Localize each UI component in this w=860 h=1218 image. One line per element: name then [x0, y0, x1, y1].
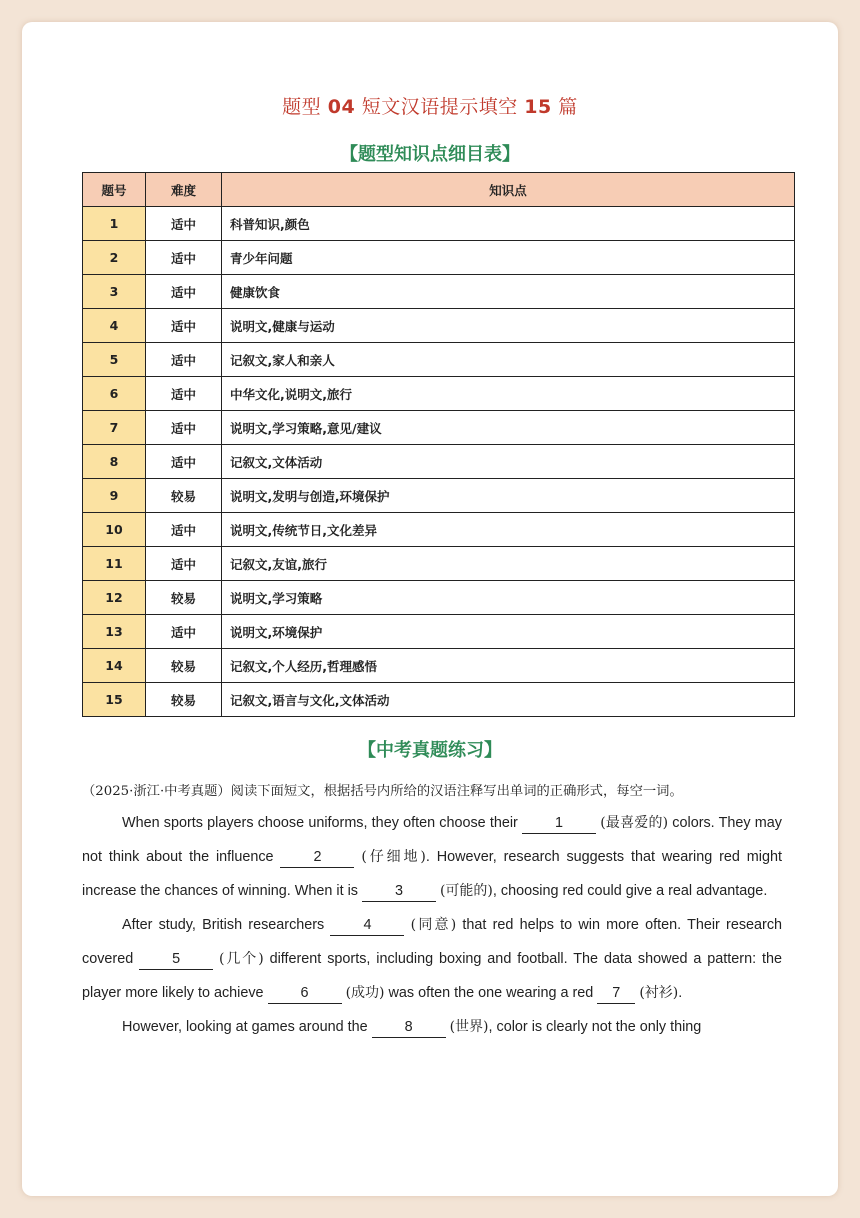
cell-knowledge: 说明文,环境保护 [222, 615, 795, 649]
section-title-exam-practice: 【中考真题练习】 [358, 740, 502, 761]
cell-number: 8 [83, 445, 146, 479]
cell-difficulty: 适中 [146, 275, 222, 309]
cell-difficulty: 适中 [146, 241, 222, 275]
cell-difficulty: 适中 [146, 411, 222, 445]
cell-difficulty: 适中 [146, 513, 222, 547]
table-row [83, 683, 795, 717]
hint-3: (可能的) [439, 883, 493, 899]
blank-8[interactable]: 8 [372, 1017, 446, 1038]
cell-knowledge: 青少年问题 [222, 241, 795, 275]
cell-number: 10 [83, 513, 146, 547]
cell-difficulty: 较易 [146, 649, 222, 683]
hint-7: (衬衫) [639, 985, 679, 1001]
paragraph-3: However, looking at games around the 8 (世界), color is clearly not the only thing [82, 1010, 782, 1044]
blank-2[interactable]: 2 [280, 847, 354, 868]
header-difficulty: 难度 [146, 173, 222, 207]
cell-knowledge: 说明文,发明与创造,环境保护 [222, 479, 795, 513]
cell-difficulty: 适中 [146, 615, 222, 649]
cell-difficulty: 适中 [146, 445, 222, 479]
blank-4[interactable]: 4 [330, 915, 404, 936]
table-row [83, 343, 795, 377]
hint-4: (同意) [410, 917, 457, 933]
document-page [22, 22, 838, 1196]
cell-number: 1 [83, 207, 146, 241]
cell-number: 7 [83, 411, 146, 445]
cell-number: 5 [83, 343, 146, 377]
cell-knowledge: 科普知识,颜色 [222, 207, 795, 241]
cell-knowledge: 记叙文,友谊,旅行 [222, 547, 795, 581]
cell-knowledge: 中华文化,说明文,旅行 [222, 377, 795, 411]
hint-5: (几个) [219, 951, 264, 967]
section-title-knowledge-table: 【题型知识点细目表】 [340, 144, 520, 165]
header-number: 题号 [83, 173, 146, 207]
cell-knowledge: 说明文,学习策略 [222, 581, 795, 615]
cell-number: 2 [83, 241, 146, 275]
hint-8: (世界) [449, 1019, 489, 1035]
cell-number: 4 [83, 309, 146, 343]
cell-difficulty: 较易 [146, 683, 222, 717]
table-row [83, 513, 795, 547]
table-row [83, 207, 795, 241]
cell-knowledge: 记叙文,个人经历,哲理感悟 [222, 649, 795, 683]
page-title: 题型 04 短文汉语提示填空 15 篇 [282, 96, 578, 118]
table-row [83, 445, 795, 479]
cell-difficulty: 适中 [146, 309, 222, 343]
cell-knowledge: 记叙文,家人和亲人 [222, 343, 795, 377]
table-row [83, 547, 795, 581]
cell-difficulty: 较易 [146, 581, 222, 615]
cell-number: 11 [83, 547, 146, 581]
cell-number: 3 [83, 275, 146, 309]
table-row [83, 479, 795, 513]
cell-difficulty: 较易 [146, 479, 222, 513]
cell-number: 13 [83, 615, 146, 649]
table-row [83, 377, 795, 411]
cell-difficulty: 适中 [146, 343, 222, 377]
table-row [83, 581, 795, 615]
blank-1[interactable]: 1 [522, 813, 596, 834]
cell-knowledge: 说明文,健康与运动 [222, 309, 795, 343]
hint-2: (仔细地) [361, 849, 426, 865]
cell-knowledge: 说明文,传统节日,文化差异 [222, 513, 795, 547]
hint-6: (成功) [345, 985, 385, 1001]
cell-number: 6 [83, 377, 146, 411]
paragraph-2: After study, British researchers 4 (同意) that red helps to win more often. Their research covered 5 (几个) different sports, including boxing and football. The data showed a pattern: the player more likely to achieve 6 (成功) was often the one wearing a red 7 (衬衫). [82, 908, 782, 1010]
table-row [83, 241, 795, 275]
knowledge-table [82, 172, 795, 717]
cell-knowledge: 记叙文,文体活动 [222, 445, 795, 479]
cell-difficulty: 适中 [146, 377, 222, 411]
cell-knowledge: 健康饮食 [222, 275, 795, 309]
cell-number: 12 [83, 581, 146, 615]
cell-number: 15 [83, 683, 146, 717]
table-row [83, 615, 795, 649]
cell-difficulty: 适中 [146, 207, 222, 241]
cell-number: 9 [83, 479, 146, 513]
blank-3[interactable]: 3 [362, 881, 436, 902]
question-instructions: （2025·浙江·中考真题）阅读下面短文，根据括号内所给的汉语注释写出单词的正确形式，每空一词。 [82, 784, 683, 799]
cell-knowledge: 记叙文,语言与文化,文体活动 [222, 683, 795, 717]
hint-1: (最喜爱的) [600, 815, 669, 831]
passage [82, 806, 782, 1044]
blank-5[interactable]: 5 [139, 949, 213, 970]
cell-difficulty: 适中 [146, 547, 222, 581]
cell-knowledge: 说明文,学习策略,意见/建议 [222, 411, 795, 445]
table-row [83, 411, 795, 445]
paragraph-1: When sports players choose uniforms, they often choose their 1 (最喜爱的) colors. They may not think about the influence 2 (仔细地). However, research suggests that wearing red might increase the chances of winning. When it is 3 (可能的), choosing red could give a real advantage. [82, 806, 782, 908]
blank-6[interactable]: 6 [268, 983, 342, 1004]
table-row [83, 275, 795, 309]
table-header-row [83, 173, 795, 207]
cell-number: 14 [83, 649, 146, 683]
table-row [83, 649, 795, 683]
blank-7[interactable]: 7 [597, 983, 635, 1004]
table-row [83, 309, 795, 343]
header-knowledge: 知识点 [222, 173, 795, 207]
